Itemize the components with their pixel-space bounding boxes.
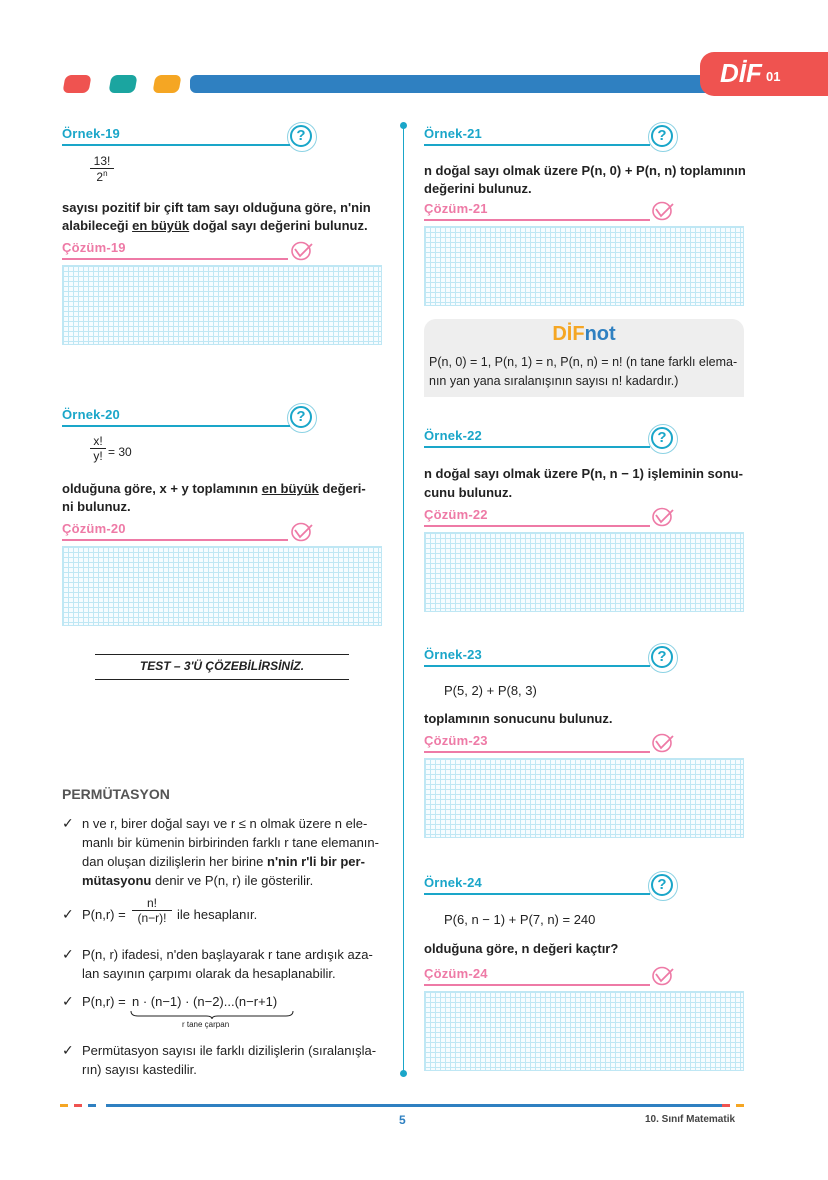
footer-dash-orange bbox=[60, 1104, 68, 1107]
check-icon: ✓ bbox=[62, 1042, 74, 1058]
difnot-box bbox=[424, 319, 744, 397]
footer-dash-blue bbox=[88, 1104, 96, 1107]
solution-21-underline bbox=[424, 219, 650, 221]
example-24-underline bbox=[424, 893, 650, 895]
example-21-text-line-1: n doğal sayı olmak üzere P(n, 0) + P(n, n) toplamının bbox=[424, 163, 746, 178]
check-icon: ✓ bbox=[62, 993, 74, 1009]
brand-logo: DİF bbox=[720, 58, 762, 88]
test-banner-line-top bbox=[95, 654, 349, 655]
difnot-suffix: not bbox=[584, 323, 616, 345]
column-divider bbox=[403, 126, 404, 1074]
example-24-title: Örnek-24 bbox=[424, 875, 482, 890]
solution-19-title: Çözüm-19 bbox=[62, 240, 126, 255]
example-21-title: Örnek-21 bbox=[424, 126, 482, 141]
example-19-text-line-1: sayısı pozitif bir çift tam sayı olduğuna göre, n'nin bbox=[62, 200, 371, 215]
question-icon: ? bbox=[290, 125, 312, 147]
example-20-text-line-1: olduğuna göre, x + y toplamının en büyük değeri- bbox=[62, 481, 366, 496]
example-23-title: Örnek-23 bbox=[424, 647, 482, 662]
book-title: 10. Sınıf Matematik bbox=[645, 1114, 736, 1125]
perm-formula-tail: ile hesaplanır. bbox=[177, 907, 258, 922]
example-20-title: Örnek-20 bbox=[62, 407, 120, 422]
fraction-numerator: 13! bbox=[90, 154, 114, 169]
perm-product-rhs: n · (n−1) · (n−2)...(n−r+1) bbox=[132, 994, 278, 1009]
check-circle-icon bbox=[290, 521, 314, 543]
example-19-underline bbox=[62, 144, 290, 146]
solution-24-underline bbox=[424, 984, 650, 986]
question-icon: ? bbox=[290, 406, 312, 428]
solution-19-underline bbox=[62, 258, 288, 260]
solution-22-title: Çözüm-22 bbox=[424, 507, 488, 522]
footer-dash-orange-right bbox=[736, 1104, 744, 1107]
test-banner-line-bottom bbox=[95, 679, 349, 680]
check-circle-icon bbox=[651, 732, 675, 754]
question-icon: ? bbox=[651, 125, 673, 147]
solution-20-grid[interactable] bbox=[62, 546, 382, 626]
perm-bullet-5-line-2: rın) sayısı kastedilir. bbox=[82, 1062, 197, 1077]
header-pill-teal bbox=[108, 75, 137, 93]
example-23-text: toplamının sonucunu bulunuz. bbox=[424, 711, 613, 726]
perm-bullet-1-line-3: dan oluşan dizilişlerin her birine n'nin r'li bir per- bbox=[82, 854, 365, 869]
example-19-title: Örnek-19 bbox=[62, 126, 120, 141]
footer-dash-blue-right bbox=[708, 1104, 716, 1107]
perm-bullet-3-line-2: lan sayının çarpımı olarak da hesaplanabilir. bbox=[82, 966, 336, 981]
check-icon: ✓ bbox=[62, 906, 74, 922]
example-21-text-line-2: değerini bulunuz. bbox=[424, 181, 532, 196]
perm-bullet-1-line-1: n ve r, birer doğal sayı ve r ≤ n olmak üzere n ele- bbox=[82, 816, 368, 831]
brand-number: 01 bbox=[766, 69, 781, 84]
check-icon: ✓ bbox=[62, 815, 74, 831]
solution-20-title: Çözüm-20 bbox=[62, 521, 126, 536]
header-bar bbox=[190, 75, 720, 93]
footer-dash-red bbox=[74, 1104, 82, 1107]
example-22-text-line-2: cunu bulunuz. bbox=[424, 485, 513, 500]
check-circle-icon bbox=[651, 965, 675, 987]
example-22-title: Örnek-22 bbox=[424, 428, 482, 443]
check-icon: ✓ bbox=[62, 946, 74, 962]
example-20-equation: = 30 bbox=[108, 445, 132, 459]
check-circle-icon bbox=[290, 240, 314, 262]
example-19-text-line-2: alabileceği en büyük doğal sayı değerini bulunuz. bbox=[62, 218, 368, 233]
perm-formula-fraction bbox=[132, 896, 172, 925]
solution-23-grid[interactable] bbox=[424, 758, 744, 838]
fraction-denominator: (n−r)! bbox=[137, 911, 167, 925]
header-brand-badge bbox=[700, 52, 828, 96]
solution-21-grid[interactable] bbox=[424, 226, 744, 306]
perm-bullet-5-line-1: Permütasyon sayısı ile farklı dizilişlerin (sıralanışla- bbox=[82, 1043, 377, 1058]
fraction-numerator: x! bbox=[90, 434, 106, 449]
perm-bullet-3-line-1: P(n, r) ifadesi, n'den başlayarak r tane ardışık aza- bbox=[82, 947, 373, 962]
solution-23-underline bbox=[424, 751, 650, 753]
difnot-brand: DİF bbox=[552, 323, 585, 345]
perm-product-lhs: P(n,r) = bbox=[82, 994, 126, 1009]
perm-product-brace-label: r tane çarpan bbox=[182, 1020, 230, 1029]
perm-bullet-1-line-4: mütasyonu denir ve P(n, r) ile gösterilir. bbox=[82, 873, 314, 888]
permutation-heading: PERMÜTASYON bbox=[62, 786, 170, 802]
divider-dot-bottom bbox=[400, 1070, 407, 1077]
example-22-underline bbox=[424, 446, 650, 448]
example-20-text-line-2: ni bulunuz. bbox=[62, 499, 131, 514]
question-icon: ? bbox=[651, 646, 673, 668]
question-icon: ? bbox=[651, 874, 673, 896]
solution-22-underline bbox=[424, 525, 650, 527]
question-icon: ? bbox=[651, 427, 673, 449]
divider-dot-top bbox=[400, 122, 407, 129]
fraction-denominator: 2$^n$ bbox=[96, 169, 108, 184]
example-20-fraction bbox=[90, 434, 106, 463]
example-23-expression: P(5, 2) + P(8, 3) bbox=[444, 683, 537, 698]
example-22-text-line-1: n doğal sayı olmak üzere P(n, n − 1) işleminin sonu- bbox=[424, 466, 743, 481]
header-pill-red bbox=[62, 75, 91, 93]
fraction-numerator: n! bbox=[132, 896, 172, 911]
solution-24-title: Çözüm-24 bbox=[424, 966, 488, 981]
check-circle-icon bbox=[651, 506, 675, 528]
example-24-text: olduğuna göre, n değeri kaçtır? bbox=[424, 941, 619, 956]
page-number: 5 bbox=[399, 1113, 406, 1127]
fraction-denominator: y! bbox=[93, 449, 103, 463]
solution-19-grid[interactable] bbox=[62, 265, 382, 345]
brace-icon bbox=[130, 1010, 295, 1020]
example-23-underline bbox=[424, 665, 650, 667]
header-pill-orange bbox=[152, 75, 181, 93]
solution-22-grid[interactable] bbox=[424, 532, 744, 612]
check-circle-icon bbox=[651, 200, 675, 222]
perm-formula-lhs: P(n,r) = bbox=[82, 907, 126, 922]
perm-bullet-1-line-2: manlı bir kümenin birbirinden farklı r tane elemanın- bbox=[82, 835, 379, 850]
test-banner-text: TEST – 3'Ü ÇÖZEBİLİRSİNİZ. bbox=[139, 659, 305, 673]
example-24-expression: P(6, n − 1) + P(7, n) = 240 bbox=[444, 912, 596, 927]
solution-21-title: Çözüm-21 bbox=[424, 201, 488, 216]
solution-24-grid[interactable] bbox=[424, 991, 744, 1071]
difnot-line-2: nın yan yana sıralanışının sayısı n! kadardır.) bbox=[429, 374, 679, 388]
footer-line bbox=[106, 1104, 722, 1107]
footer-dash-red-right bbox=[722, 1104, 730, 1107]
example-21-underline bbox=[424, 144, 650, 146]
example-19-fraction bbox=[90, 154, 114, 184]
solution-20-underline bbox=[62, 539, 288, 541]
solution-23-title: Çözüm-23 bbox=[424, 733, 488, 748]
difnot-logo bbox=[424, 323, 744, 346]
difnot-line-1: P(n, 0) = 1, P(n, 1) = n, P(n, n) = n! (n tane farklı elema- bbox=[429, 355, 738, 369]
example-20-underline bbox=[62, 425, 290, 427]
